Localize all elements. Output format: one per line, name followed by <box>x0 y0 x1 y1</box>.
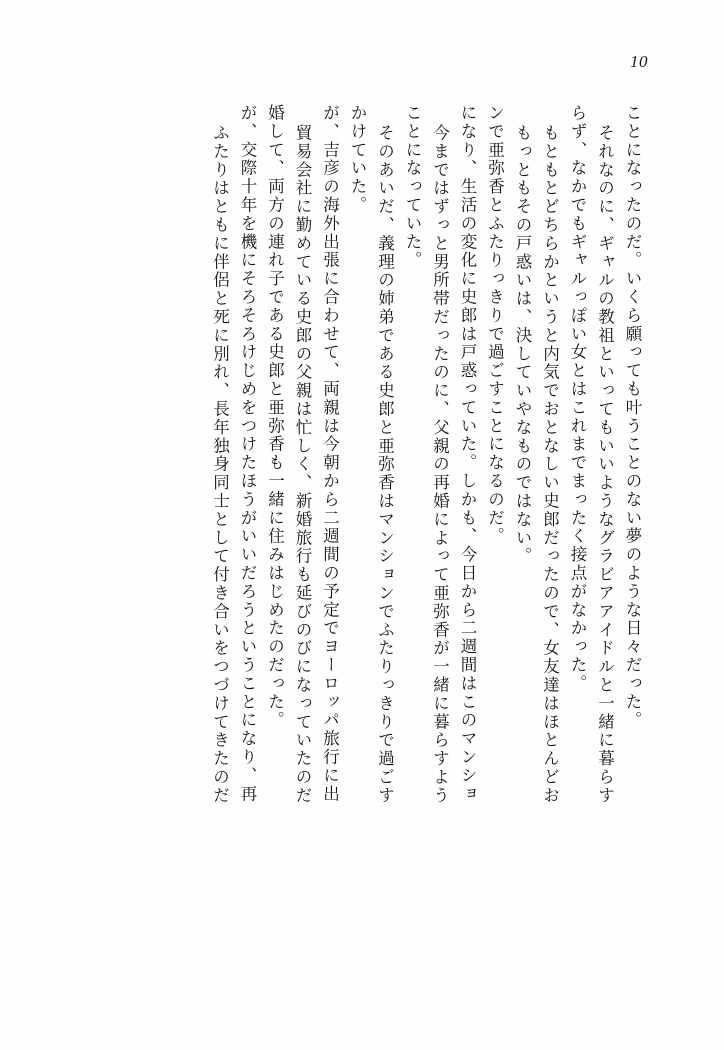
text-column: 貿易会社に勤めている史郎の父親は忙しく、新婚旅行も延びのびになっていたのだ <box>293 124 312 805</box>
text-column: ことになっていた。 <box>403 104 422 270</box>
text-column: 今まではずっと男所帯だったのに、父親の再婚によって亜弥香が一緒に暮らすよう <box>430 124 450 805</box>
text-column: ンで亜弥香とふたりっきりで過ごすことになるのだ。 <box>485 104 505 546</box>
text-column: そのあいだ、義理の姉弟である史郎と亜弥香はマンションでふたりっきりで過ごす <box>375 124 395 805</box>
text-column: が、交際十年を機にそろそろけじめをつけたほうがいいだろうということになり、再 <box>238 104 257 804</box>
text-column: になり、生活の変化に史郎は戸惑っていた。しかも、今日から二週間はこのマンショ <box>458 104 477 804</box>
text-column: それなのに、ギャルの教祖といってもいいようなグラビアアイドルと一緒に暮らす <box>595 124 615 805</box>
text-column: 婚して、両方の連れ子である史郎と亜弥香も一緒に住みはじめたのだった。 <box>265 104 285 730</box>
page-number: 10 <box>630 52 648 71</box>
text-column: もともとどちらかというと内気でおとなしい史郎だったので、女友達はほとんどお <box>540 124 560 805</box>
text-column: もっともその戸惑いは、決していやなものではない。 <box>513 124 532 566</box>
text-column: ことになったのだ。いくら願っても叶うことのない夢のような日々だった。 <box>623 104 642 730</box>
text-column: ふたりはともに伴侶と死に別れ、長年独身同士として付き合いをつづけてきたのだ <box>210 124 230 805</box>
text-column: かけていた。 <box>348 104 367 215</box>
text-column: が、吉彦の海外出張に合わせて、両親は今朝から二週間の予定でヨーロッパ旅行に出 <box>320 104 340 804</box>
text-column: らず、なかでもギャルっぽい女とはこれまでまったく接点がなかった。 <box>568 104 587 693</box>
vertical-text-body <box>200 104 640 984</box>
